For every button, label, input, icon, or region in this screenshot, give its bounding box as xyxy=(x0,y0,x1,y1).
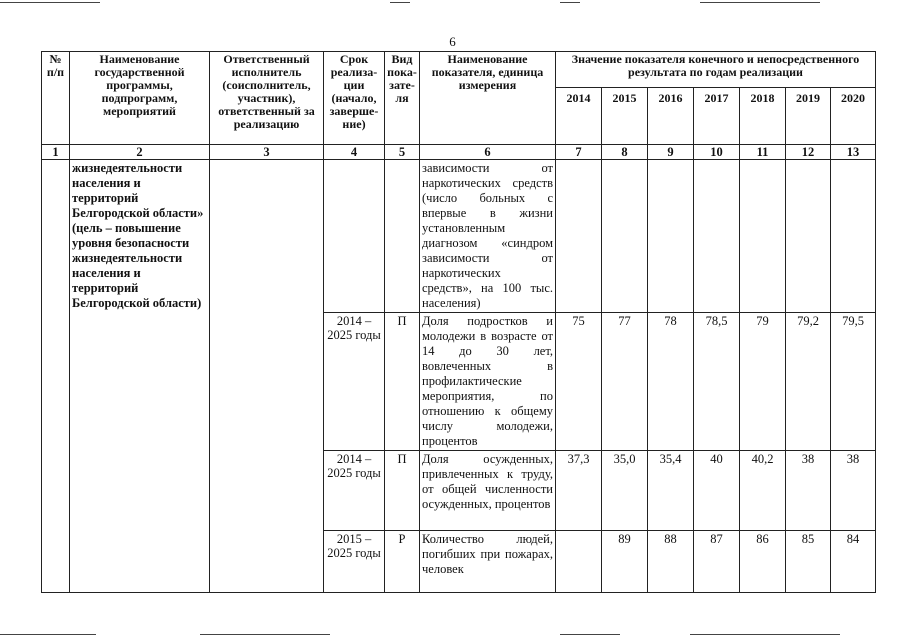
value-cell: 79,2 xyxy=(786,313,831,451)
indicator-cell: Доля подростков и молодежи в возрасте от 14 до 30 лет, вовлеченных в профилактические мероприятия, по отношению к общему числу молодежи, процентов xyxy=(420,313,556,451)
column-number: 11 xyxy=(740,145,786,160)
header-values-group: Значение показателя конечного и непосредственного результата по годам реализации xyxy=(556,52,876,88)
value-cell: 40,2 xyxy=(740,451,786,531)
value-cell: 85 xyxy=(786,531,831,593)
term-cell xyxy=(324,160,385,313)
value-cell: 88 xyxy=(648,531,694,593)
header-year: 2019 xyxy=(786,88,831,145)
value-cell xyxy=(648,160,694,313)
header-col-executor: Ответственный исполнитель (соисполнитель, участник), ответственный за реализацию xyxy=(210,52,324,145)
scan-edge-line xyxy=(0,2,100,3)
value-cell xyxy=(694,160,740,313)
column-number: 7 xyxy=(556,145,602,160)
value-cell: 86 xyxy=(740,531,786,593)
indicator-cell: Количество людей, погибших при пожарах, человек xyxy=(420,531,556,593)
column-number: 2 xyxy=(70,145,210,160)
column-number: 4 xyxy=(324,145,385,160)
column-number: 5 xyxy=(385,145,420,160)
value-cell xyxy=(740,160,786,313)
scan-edge-line xyxy=(560,2,580,3)
value-cell: 35,0 xyxy=(602,451,648,531)
scan-edge-line xyxy=(700,2,820,3)
header-col-name: Наименование государственной программы, подпрограмм, мероприятий xyxy=(70,52,210,145)
program-name: жизнедеятельности населения и территорий Белгородской области» (цель – повышение уровня безопасности жизнедеятельности населения и территорий Белгородской области) xyxy=(70,160,210,593)
kind-cell: Р xyxy=(385,531,420,593)
value-cell: 89 xyxy=(602,531,648,593)
header-col-indicator: Наименование показателя, единица измерения xyxy=(420,52,556,145)
indicators-table xyxy=(41,51,876,593)
value-cell: 78,5 xyxy=(694,313,740,451)
kind-cell xyxy=(385,160,420,313)
column-number: 8 xyxy=(602,145,648,160)
value-cell: 75 xyxy=(556,313,602,451)
value-cell: 77 xyxy=(602,313,648,451)
column-number: 6 xyxy=(420,145,556,160)
header-year: 2014 xyxy=(556,88,602,145)
scan-edge-line xyxy=(560,634,620,635)
column-number: 9 xyxy=(648,145,694,160)
header-year: 2015 xyxy=(602,88,648,145)
table-row xyxy=(42,160,876,313)
indicator-cell: Доля осужденных, привлеченных к труду, от общей численности осужденных, процентов xyxy=(420,451,556,531)
value-cell: 38 xyxy=(831,451,876,531)
term-cell: 2015 – 2025 годы xyxy=(324,531,385,593)
row-number-cell xyxy=(42,160,70,593)
indicator-cell: зависимости от наркотических средств (число больных с впервые в жизни установленным диагнозом «синдром зависимости от наркотических средств», на 100 тыс. населения) xyxy=(420,160,556,313)
header-row xyxy=(42,52,876,88)
value-cell: 37,3 xyxy=(556,451,602,531)
scan-edge-line xyxy=(0,634,96,635)
column-number: 1 xyxy=(42,145,70,160)
value-cell xyxy=(556,160,602,313)
value-cell: 84 xyxy=(831,531,876,593)
kind-cell: П xyxy=(385,451,420,531)
column-numbers-row xyxy=(42,145,876,160)
value-cell xyxy=(831,160,876,313)
scan-edge-line xyxy=(690,634,840,635)
column-number: 13 xyxy=(831,145,876,160)
value-cell: 87 xyxy=(694,531,740,593)
header-year: 2020 xyxy=(831,88,876,145)
value-cell: 40 xyxy=(694,451,740,531)
value-cell: 79 xyxy=(740,313,786,451)
executor-cell xyxy=(210,160,324,593)
value-cell: 79,5 xyxy=(831,313,876,451)
column-number: 3 xyxy=(210,145,324,160)
column-number: 10 xyxy=(694,145,740,160)
value-cell: 78 xyxy=(648,313,694,451)
term-cell: 2014 – 2025 годы xyxy=(324,313,385,451)
value-cell xyxy=(786,160,831,313)
value-cell: 35,4 xyxy=(648,451,694,531)
value-cell: 38 xyxy=(786,451,831,531)
page-number: 6 xyxy=(449,34,456,49)
term-cell: 2014 – 2025 годы xyxy=(324,451,385,531)
kind-cell: П xyxy=(385,313,420,451)
header-year: 2016 xyxy=(648,88,694,145)
header-col-term: Срок реализа-ции (начало, заверше-ние) xyxy=(324,52,385,145)
header-col-number: № п/п xyxy=(42,52,70,145)
header-year: 2017 xyxy=(694,88,740,145)
column-number: 12 xyxy=(786,145,831,160)
scan-edge-line xyxy=(390,2,410,3)
value-cell xyxy=(602,160,648,313)
header-col-kind: Вид пока-зате-ля xyxy=(385,52,420,145)
value-cell xyxy=(556,531,602,593)
scan-edge-line xyxy=(200,634,330,635)
header-year: 2018 xyxy=(740,88,786,145)
